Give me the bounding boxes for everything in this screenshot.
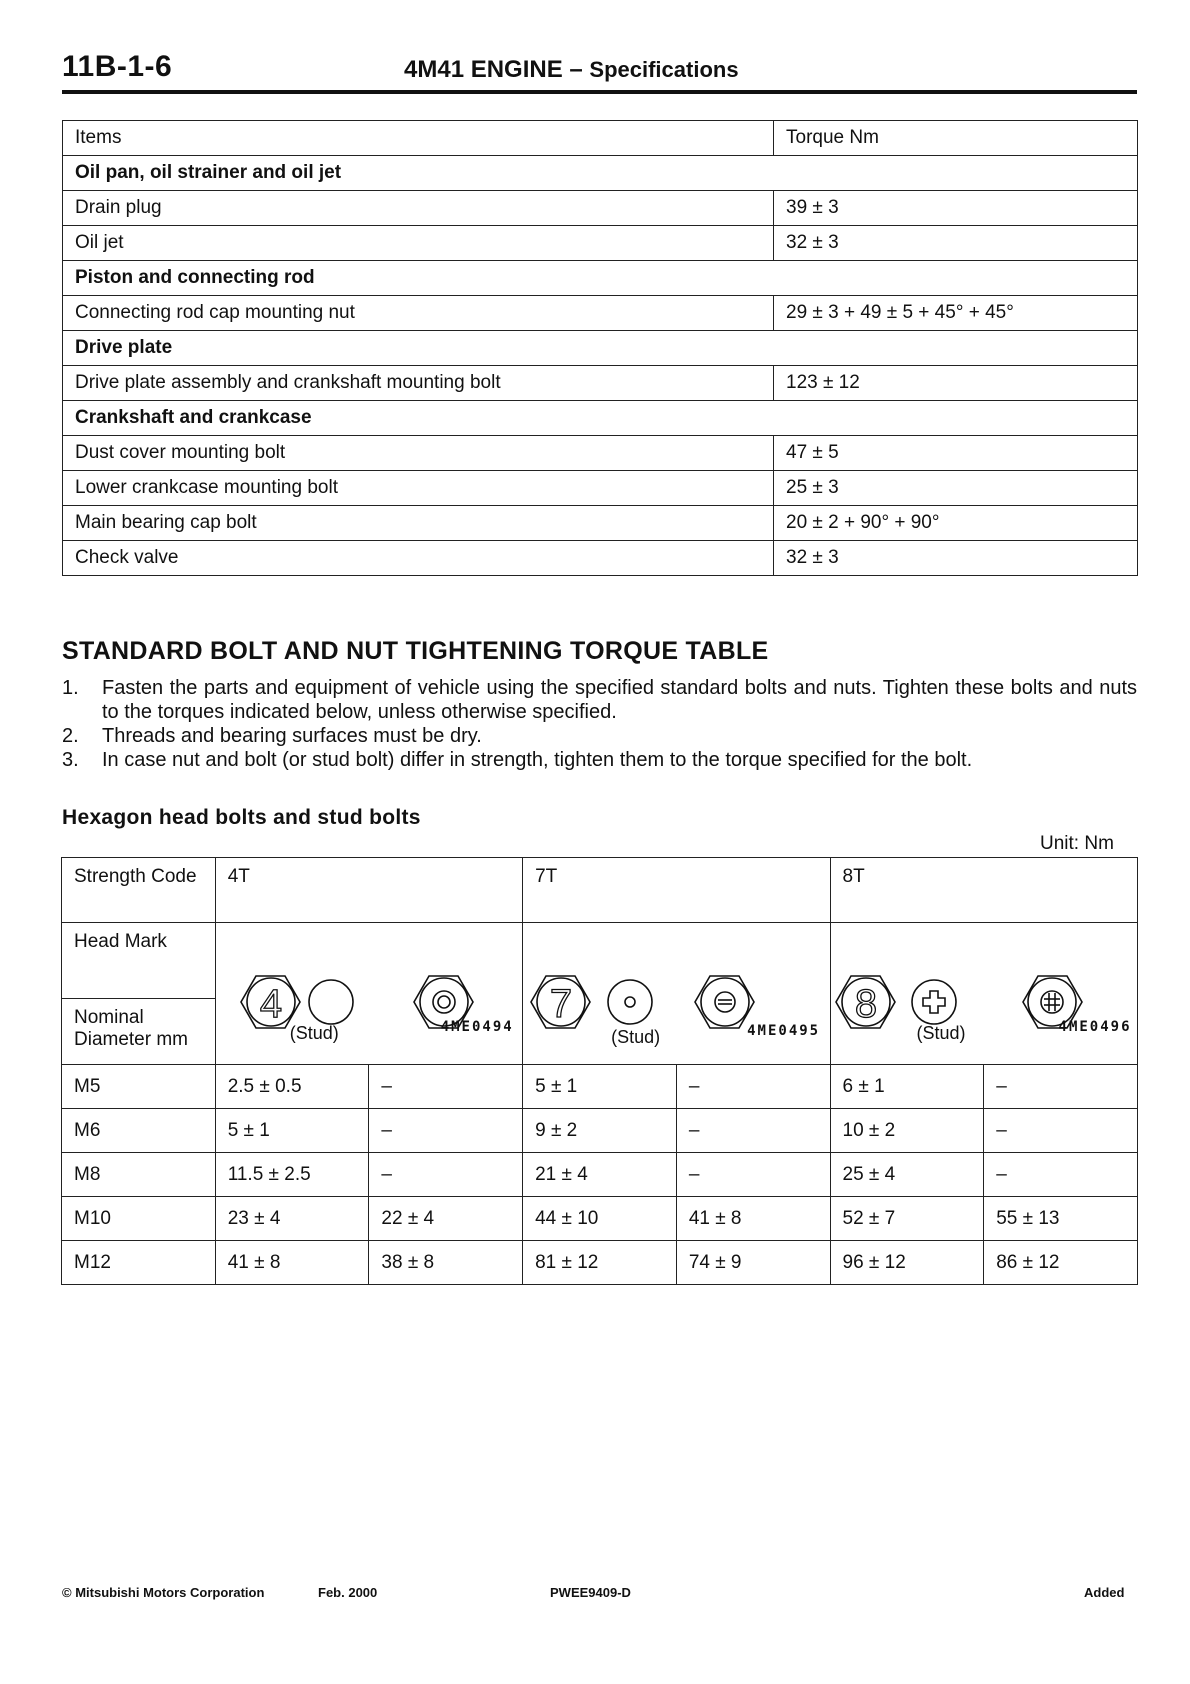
spec-item-torque: 25 ± 3 (774, 471, 1138, 506)
spec-item-row (63, 226, 1138, 261)
footer-copyright: © Mitsubishi Motors Corporation (62, 1585, 265, 1600)
spec-item-label: Main bearing cap bolt (63, 506, 774, 541)
torque-value: – (984, 1065, 1138, 1109)
notes-list (62, 676, 1137, 772)
hex-head-icon (695, 976, 754, 1028)
note-item (62, 724, 1137, 748)
torque-value: 2.5 ± 0.5 (215, 1065, 369, 1109)
stud-icon (912, 980, 956, 1024)
torque-value: – (369, 1153, 523, 1197)
torque-value: – (984, 1153, 1138, 1197)
torque-value: – (369, 1065, 523, 1109)
section-title: STANDARD BOLT AND NUT TIGHTENING TORQUE TABLE (62, 637, 769, 665)
torque-value: – (676, 1065, 830, 1109)
unit-label: Unit: Nm (1040, 833, 1114, 854)
spec-item-label: Dust cover mounting bolt (63, 436, 774, 471)
bolt-size-row (62, 1109, 1138, 1153)
head-mark-8t (830, 923, 1137, 1065)
nominal-size: M6 (62, 1109, 216, 1153)
spec-item-row (63, 191, 1138, 226)
stud-label-7t: (Stud) (611, 1027, 661, 1047)
nominal-size: M8 (62, 1153, 216, 1197)
spec-item-torque: 29 ± 3 + 49 ± 5 + 45° + 45° (774, 296, 1138, 331)
stud-icon (608, 980, 652, 1024)
bolt-size-row (62, 1153, 1138, 1197)
torque-value: 21 ± 4 (523, 1153, 677, 1197)
spec-item-torque: 32 ± 3 (774, 541, 1138, 576)
torque-value: 55 ± 13 (984, 1197, 1138, 1241)
torque-value: 52 ± 7 (830, 1197, 984, 1241)
spec-item-torque: 47 ± 5 (774, 436, 1138, 471)
figure-code-4t: 4ME0494 (440, 1019, 514, 1035)
torque-value: 6 ± 1 (830, 1065, 984, 1109)
grade-mark-text: 4 (259, 982, 282, 1026)
spec-group-label: Oil pan, oil strainer and oil jet (63, 156, 1138, 191)
bolt-size-row (62, 1065, 1138, 1109)
page-title-main: 4M41 ENGINE – (404, 56, 583, 83)
torque-value: 96 ± 12 (830, 1241, 984, 1285)
spec-item-row (63, 366, 1138, 401)
spec-item-row (63, 506, 1138, 541)
torque-spec-table (62, 120, 1138, 576)
note-item (62, 676, 1137, 724)
nominal-size: M5 (62, 1065, 216, 1109)
bolt-size-row (62, 1197, 1138, 1241)
grade-code-8t: 8T (830, 858, 1137, 923)
torque-value: – (984, 1109, 1138, 1153)
spec-item-label: Check valve (63, 541, 774, 576)
page-number: 11B-1-6 (62, 50, 173, 83)
note-text: Threads and bearing surfaces must be dry. (102, 725, 482, 747)
grade-mark-text: 8 (854, 982, 877, 1026)
torque-value: – (369, 1109, 523, 1153)
torque-value: 74 ± 9 (676, 1241, 830, 1285)
bolt-8t-diagram (831, 923, 1137, 1065)
spec-group-label: Drive plate (63, 331, 1138, 366)
spec-item-label: Oil jet (63, 226, 774, 261)
torque-value: 9 ± 2 (523, 1109, 677, 1153)
spec-item-row (63, 296, 1138, 331)
torque-value: 44 ± 10 (523, 1197, 677, 1241)
torque-value: 38 ± 8 (369, 1241, 523, 1285)
torque-value: – (676, 1109, 830, 1153)
head-mark-row (62, 923, 1138, 999)
grade-mark-text: 7 (549, 982, 573, 1026)
spec-item-torque: 20 ± 2 + 90° + 90° (774, 506, 1138, 541)
footer-doc-code: PWEE9409-D (550, 1585, 631, 1600)
col-torque-header: Torque Nm (774, 121, 1138, 156)
torque-value: 25 ± 4 (830, 1153, 984, 1197)
note-text: In case nut and bolt (or stud bolt) differ in strength, tighten them to the torque specified for the bolt. (102, 749, 973, 771)
spec-group-label: Crankshaft and crankcase (63, 401, 1138, 436)
figure-code-7t: 4ME0495 (747, 1023, 821, 1039)
grade-code-4t: 4T (215, 858, 522, 923)
figure-code-8t: 4ME0496 (1058, 1019, 1132, 1035)
note-number: 1. (62, 677, 79, 699)
spec-item-label: Drive plate assembly and crankshaft mounting bolt (63, 366, 774, 401)
strength-code-row (62, 858, 1138, 923)
footer-date: Feb. 2000 (318, 1585, 378, 1600)
strength-code-label: Strength Code (62, 858, 216, 923)
nominal-size: M12 (62, 1241, 216, 1285)
stud-label-4t: (Stud) (289, 1023, 339, 1043)
grade-code-7t: 7T (523, 858, 830, 923)
header-rule (62, 90, 1137, 94)
stud-label-8t: (Stud) (916, 1023, 966, 1043)
bolt-size-row (62, 1241, 1138, 1285)
page-title-sub: Specifications (589, 57, 739, 82)
torque-value: 41 ± 8 (676, 1197, 830, 1241)
stud-icon (309, 980, 353, 1024)
spec-header-row (63, 121, 1138, 156)
head-mark-4t (215, 923, 522, 1065)
spec-group-row (63, 261, 1138, 296)
col-items-header: Items (63, 121, 774, 156)
torque-value: 41 ± 8 (215, 1241, 369, 1285)
spec-item-label: Lower crankcase mounting bolt (63, 471, 774, 506)
spec-item-torque: 123 ± 12 (774, 366, 1138, 401)
page-header (62, 50, 1137, 92)
head-mark-7t (523, 923, 830, 1065)
torque-value: 10 ± 2 (830, 1109, 984, 1153)
spec-group-label: Piston and connecting rod (63, 261, 1138, 296)
spec-group-row (63, 401, 1138, 436)
note-item (62, 748, 1137, 772)
spec-group-row (63, 156, 1138, 191)
bolt-4t-diagram (216, 923, 522, 1065)
spec-item-torque: 32 ± 3 (774, 226, 1138, 261)
footer-status: Added (1084, 1585, 1125, 1600)
spec-item-row (63, 541, 1138, 576)
torque-value: 5 ± 1 (523, 1065, 677, 1109)
torque-value: 22 ± 4 (369, 1197, 523, 1241)
note-number: 3. (62, 749, 79, 771)
spec-item-label: Connecting rod cap mounting nut (63, 296, 774, 331)
spec-item-label: Drain plug (63, 191, 774, 226)
sub-title: Hexagon head bolts and stud bolts (62, 806, 421, 829)
torque-value: 81 ± 12 (523, 1241, 677, 1285)
head-mark-label: Head Mark (62, 923, 216, 999)
nominal-size: M10 (62, 1197, 216, 1241)
torque-value: 86 ± 12 (984, 1241, 1138, 1285)
spec-item-row (63, 436, 1138, 471)
torque-value: 23 ± 4 (215, 1197, 369, 1241)
nominal-diameter-label: Nominal Diameter mm (62, 999, 216, 1065)
page-title (404, 56, 739, 84)
torque-value: 11.5 ± 2.5 (215, 1153, 369, 1197)
note-text: Fasten the parts and equipment of vehicle using the specified standard bolts and nuts. Tighten these bolts and nuts to the torques indicated below, unless otherwise specified. (102, 677, 1137, 723)
bolt-torque-table (61, 857, 1138, 1285)
note-number: 2. (62, 725, 79, 747)
spec-group-row (63, 331, 1138, 366)
bolt-7t-diagram (523, 923, 829, 1065)
torque-value: – (676, 1153, 830, 1197)
spec-item-torque: 39 ± 3 (774, 191, 1138, 226)
torque-value: 5 ± 1 (215, 1109, 369, 1153)
spec-item-row (63, 471, 1138, 506)
